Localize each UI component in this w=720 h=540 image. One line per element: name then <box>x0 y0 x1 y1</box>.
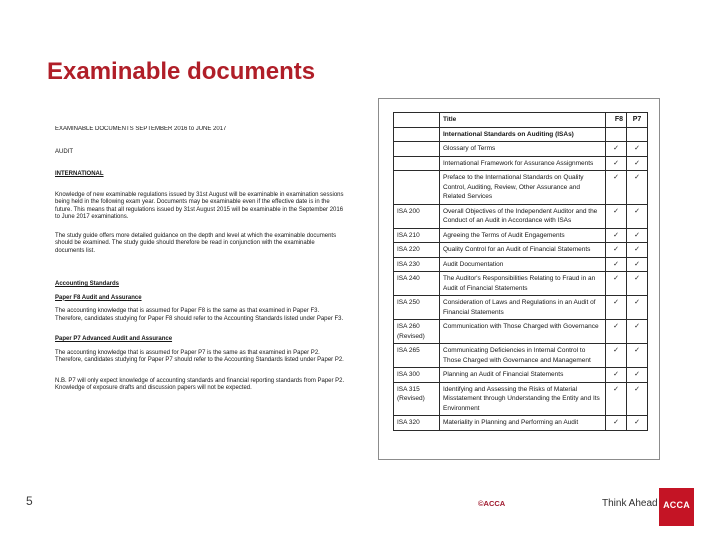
cell-isa-ref: ISA 250 <box>394 296 440 320</box>
table-row <box>394 296 648 320</box>
header-ref <box>394 113 440 128</box>
cell-p7-check: ✓ <box>627 416 648 431</box>
doc-p7-heading: Paper P7 Advanced Audit and Assurance <box>55 336 173 342</box>
doc-accounting-standards-heading: Accounting Standards <box>55 281 120 287</box>
table-row <box>394 228 648 243</box>
cell-p7-check: ✓ <box>627 228 648 243</box>
cell-title: Audit Documentation <box>440 257 606 272</box>
doc-f8-paragraph: The accounting knowledge that is assumed for Paper F8 is the same as that examined in Paper F3. Therefore, candidates studying for Paper F8 should refer to the Accounting Standards listed under Paper F3. <box>55 308 344 322</box>
cell-p7-check <box>627 127 648 142</box>
cell-isa-ref: ISA 230 <box>394 257 440 272</box>
cell-isa-ref <box>394 156 440 171</box>
cell-isa-ref: ISA 260 (Revised) <box>394 320 440 344</box>
cell-isa-ref: ISA 265 <box>394 344 440 368</box>
cell-p7-check: ✓ <box>627 368 648 383</box>
cell-isa-ref: ISA 240 <box>394 272 440 296</box>
cell-f8-check: ✓ <box>606 296 627 320</box>
cell-title: The Auditor's Responsibilities Relating to Fraud in an Audit of Financial Statements <box>440 272 606 296</box>
table-row <box>394 382 648 416</box>
table-row <box>394 127 648 142</box>
cell-f8-check: ✓ <box>606 171 627 205</box>
table-row <box>394 171 648 205</box>
acca-logo <box>659 488 694 526</box>
cell-title: Identifying and Assessing the Risks of Material Misstatement through Understanding the Entity and Its Environment <box>440 382 606 416</box>
table-row <box>394 344 648 368</box>
cell-title: Planning an Audit of Financial Statements <box>440 368 606 383</box>
cell-f8-check: ✓ <box>606 344 627 368</box>
cell-f8-check: ✓ <box>606 204 627 228</box>
cell-p7-check: ✓ <box>627 243 648 258</box>
cell-title: Glossary of Terms <box>440 142 606 157</box>
cell-f8-check: ✓ <box>606 243 627 258</box>
cell-isa-ref <box>394 171 440 205</box>
think-ahead-tagline: Think Ahead <box>602 498 658 509</box>
header-p7: P7 <box>627 113 648 128</box>
table-row <box>394 257 648 272</box>
cell-isa-ref: ISA 200 <box>394 204 440 228</box>
cell-f8-check: ✓ <box>606 368 627 383</box>
cell-p7-check: ✓ <box>627 257 648 272</box>
cell-p7-check: ✓ <box>627 344 648 368</box>
cell-isa-ref: ISA 320 <box>394 416 440 431</box>
cell-p7-check: ✓ <box>627 156 648 171</box>
examinable-documents-table <box>393 112 648 431</box>
cell-title: Communication with Those Charged with Governance <box>440 320 606 344</box>
copyright-text: ©ACCA <box>478 499 506 508</box>
table-row <box>394 243 648 258</box>
cell-f8-check: ✓ <box>606 272 627 296</box>
table-row <box>394 204 648 228</box>
table-row <box>394 320 648 344</box>
cell-title: Overall Objectives of the Independent Auditor and the Conduct of an Audit in Accordance with ISAs <box>440 204 606 228</box>
cell-title: International Framework for Assurance Assignments <box>440 156 606 171</box>
cell-title: Quality Control for an Audit of Financial Statements <box>440 243 606 258</box>
cell-p7-check: ✓ <box>627 272 648 296</box>
table-row <box>394 272 648 296</box>
table-row <box>394 368 648 383</box>
standards-table-panel <box>378 98 660 460</box>
cell-f8-check: ✓ <box>606 257 627 272</box>
cell-p7-check: ✓ <box>627 320 648 344</box>
header-f8: F8 <box>606 113 627 128</box>
cell-title: International Standards on Auditing (ISAs) <box>440 127 606 142</box>
cell-isa-ref: ISA 300 <box>394 368 440 383</box>
cell-title: Agreeing the Terms of Audit Engagements <box>440 228 606 243</box>
acca-logo-text: ACCA <box>663 500 690 510</box>
cell-f8-check: ✓ <box>606 142 627 157</box>
cell-p7-check: ✓ <box>627 296 648 320</box>
cell-p7-check: ✓ <box>627 171 648 205</box>
page-number: 5 <box>26 494 33 508</box>
doc-p7-paragraph: The accounting knowledge that is assumed for Paper P7 is the same as that examined in Paper P2. Therefore, candidates studying for Paper P7 should refer to the Accounting Standards listed under Paper P2. <box>55 349 344 363</box>
table-header-row <box>394 113 648 128</box>
cell-f8-check: ✓ <box>606 228 627 243</box>
doc-study-guide-paragraph: The study guide offers more detailed guidance on the depth and level at which the examinable documents should be examined. The study guide should therefore be read in conjunction with the examinable documents list. <box>55 232 337 254</box>
cell-f8-check: ✓ <box>606 320 627 344</box>
cell-f8-check: ✓ <box>606 416 627 431</box>
table-row <box>394 416 648 431</box>
doc-knowledge-paragraph: Knowledge of new examinable regulations issued by 31st August will be examinable in examination sessions being held in the following exam year. Documents may be examinable even if the effective date is in the future. This means that all regulations issued by 31st August 2015 will be examinable in the September 2016 to June 2017 examinations. <box>55 191 344 220</box>
cell-title: Preface to the International Standards on Quality Control, Auditing, Review, Other Assurance and Related Services <box>440 171 606 205</box>
doc-nb-paragraph: N.B. P7 will only expect knowledge of accounting standards and financial reporting standards from Paper P2. Knowledge of exposure drafts and discussion papers will not be expected. <box>55 377 345 391</box>
cell-p7-check: ✓ <box>627 382 648 416</box>
cell-title: Materiality in Planning and Performing an Audit <box>440 416 606 431</box>
doc-heading: EXAMINABLE DOCUMENTS SEPTEMBER 2016 to JUNE 2017 <box>55 126 227 132</box>
cell-title: Consideration of Laws and Regulations in an Audit of Financial Statements <box>440 296 606 320</box>
page-title: Examinable documents <box>47 58 316 85</box>
examinable-documents-text-excerpt <box>55 126 345 462</box>
cell-p7-check: ✓ <box>627 204 648 228</box>
doc-international-heading: INTERNATIONAL <box>55 171 104 177</box>
cell-f8-check <box>606 127 627 142</box>
doc-f8-heading: Paper F8 Audit and Assurance <box>55 294 142 301</box>
cell-isa-ref: ISA 220 <box>394 243 440 258</box>
cell-isa-ref <box>394 127 440 142</box>
cell-isa-ref: ISA 210 <box>394 228 440 243</box>
cell-isa-ref: ISA 315 (Revised) <box>394 382 440 416</box>
table-row <box>394 156 648 171</box>
cell-f8-check: ✓ <box>606 156 627 171</box>
cell-p7-check: ✓ <box>627 142 648 157</box>
doc-audit-label: AUDIT <box>55 148 73 155</box>
cell-isa-ref <box>394 142 440 157</box>
header-title: Title <box>440 113 606 128</box>
cell-title: Communicating Deficiencies in Internal Control to Those Charged with Governance and Management <box>440 344 606 368</box>
cell-f8-check: ✓ <box>606 382 627 416</box>
table-row <box>394 142 648 157</box>
